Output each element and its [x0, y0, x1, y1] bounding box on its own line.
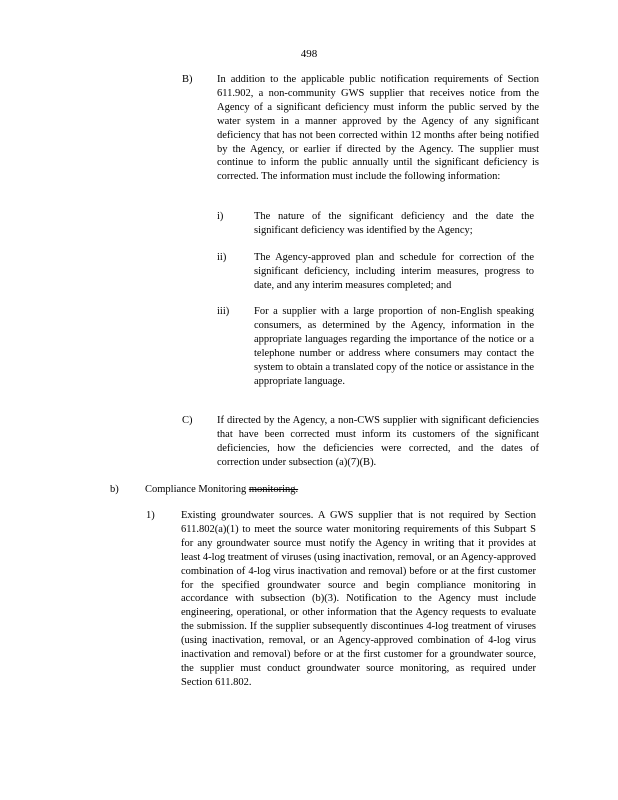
- item-b-label: B): [182, 74, 193, 85]
- sub-item-i: [217, 210, 537, 240]
- page-number: 498: [300, 48, 318, 60]
- item-1-label: 1): [146, 510, 155, 521]
- sub-item-iii-label: iii): [217, 306, 230, 317]
- sub-item-ii-text: The Agency-approved plan and schedule for correction of the significant deficiency, including interim measures, progress to date, and any interim measures completed; and: [254, 252, 534, 291]
- sub-item-ii: [217, 251, 537, 295]
- item-1-text: Existing groundwater sources. A GWS supplier that is not required by Section 611.802(a)(1) to meet the source water monitoring requirements of this Subpart S for any groundwater source must notify the Agency in writing that it provides at least 4-log treatment of viruses (using inactivation, removal, or an Agency-approved combination of 4-log virus inactivation and removal) before or at the first customer for the specified groundwater source and begin compliance monitoring in accordance with subsection (b)(3). Notification to the Agency must include engineering, operational, or other information that the Agency requests to evaluate the submission. If the supplier subsequently discontinues 4-log treatment of viruses (using inactivation, removal, or an Agency-approved combination of 4-log virus inactivation and removal) before or at the first customer for a groundwater source, the supplier must conduct groundwater source monitoring, as required under Section 611.802.: [181, 510, 536, 688]
- sub-item-i-label: i): [217, 211, 224, 222]
- sub-item-i-text: The nature of the significant deficiency and the date the significant deficiency was identified by the Agency;: [254, 211, 534, 236]
- item-1: [146, 509, 541, 709]
- section-b: [110, 483, 510, 499]
- item-b-text: In addition to the applicable public notification requirements of Section 611.902, a non-community GWS supplier that receives notice from the Agency of a significant deficiency must inform the public served by the water system in a manner approved by the Agency of any significant deficiency that has not been corrected within 12 months after being notified by the Agency, or earlier if directed by the Agency. The supplier must continue to inform the public annually until the significant deficiency is corrected. The information must include the following information:: [217, 74, 539, 183]
- section-b-struck-text: monitoring.: [248, 484, 299, 495]
- item-c-text: If directed by the Agency, a non-CWS supplier with significant deficiencies that have been corrected must inform its customers of the significant deficiencies, how the deficiencies were corrected, and the dates of correction under subsection (a)(7)(B).: [217, 415, 539, 468]
- section-b-title-text: Compliance Monitoring: [145, 484, 247, 495]
- sub-item-iii-text: For a supplier with a large proportion of non-English speaking consumers, as determined by the Agency, information in the appropriate languages regarding the importance of the notice or a telephone number or address where consumers may contact the system to obtain a translated copy of the notice or assistance in the appropriate language.: [254, 306, 534, 387]
- item-c: [182, 414, 542, 474]
- section-b-label: b): [110, 484, 119, 495]
- item-c-label: C): [182, 415, 193, 426]
- sub-item-iii: [217, 305, 537, 405]
- section-b-title: [145, 483, 298, 497]
- sub-item-ii-label: ii): [217, 252, 227, 263]
- item-b: [182, 73, 542, 198]
